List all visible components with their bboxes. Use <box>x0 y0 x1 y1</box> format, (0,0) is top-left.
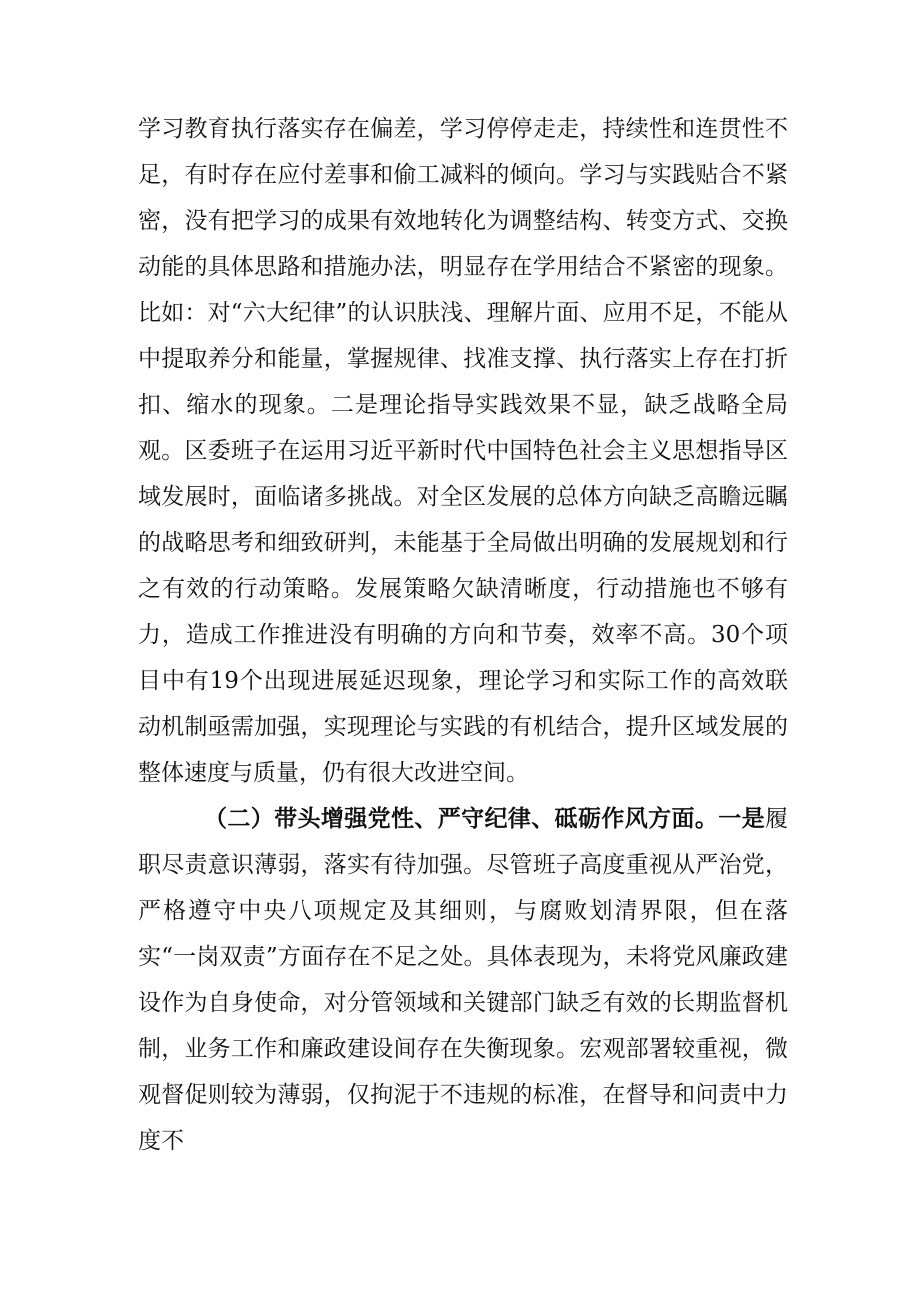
paragraph-1: 学习教育执行落实存在偏差，学习停停走走，持续性和连贯性不足，有时存在应付差事和偷工减料的倾向。学习与实践贴合不紧密，没有把学习的成果有效地转化为调整结构、转变方式、交换动能的具体思路和措施办法，明显存在学用结合不紧密的现象。比如：对“六大纪律”的认识肤浅、理解片面、应用不足，不能从中提取养分和能量，掌握规律、找准支撑、执行落实上存在打折扣、缩水的现象。二是理论指导实践效果不显，缺乏战略全局观。区委班子在运用习近平新时代中国特色社会主义思想指导区域发展时，面临诸多挑战。对全区发展的总体方向缺乏高瞻远瞩的战略思考和细致研判，未能基于全局做出明确的发展规划和行之有效的行动策略。发展策略欠缺清晰度，行动措施也不够有力，造成工作推进没有明确的方向和节奏，效率不高。30个项目中有19个出现进展延迟现象，理论学习和实际工作的高效联动机制亟需加强，实现理论与实践的有机结合，提升区域发展的整体速度与质量，仍有很大改进空间。 <box>138 116 788 786</box>
paragraph-2-body: 履职尽责意识薄弱，落实有待加强。尽管班子高度重视从严治党，严格遵守中央八项规定及其细则，与腐败划清界限，但在落实“一岗双责”方面存在不足之处。具体表现为，未将党风廉政建设作为自身使命，对分管领域和关键部门缺乏有效的长期监督机制，业务工作和廉政建设间存在失衡现象。宏观部署较重视，微观督促则较为薄弱，仅拘泥于不违规的标准，在督导和问责中力度不 <box>138 806 788 1154</box>
document-body <box>138 106 788 1164</box>
section-heading: （二）带头增强党性、严守纪律、砥砺作风方面。一是 <box>204 805 765 832</box>
paragraph-2 <box>138 796 788 1164</box>
